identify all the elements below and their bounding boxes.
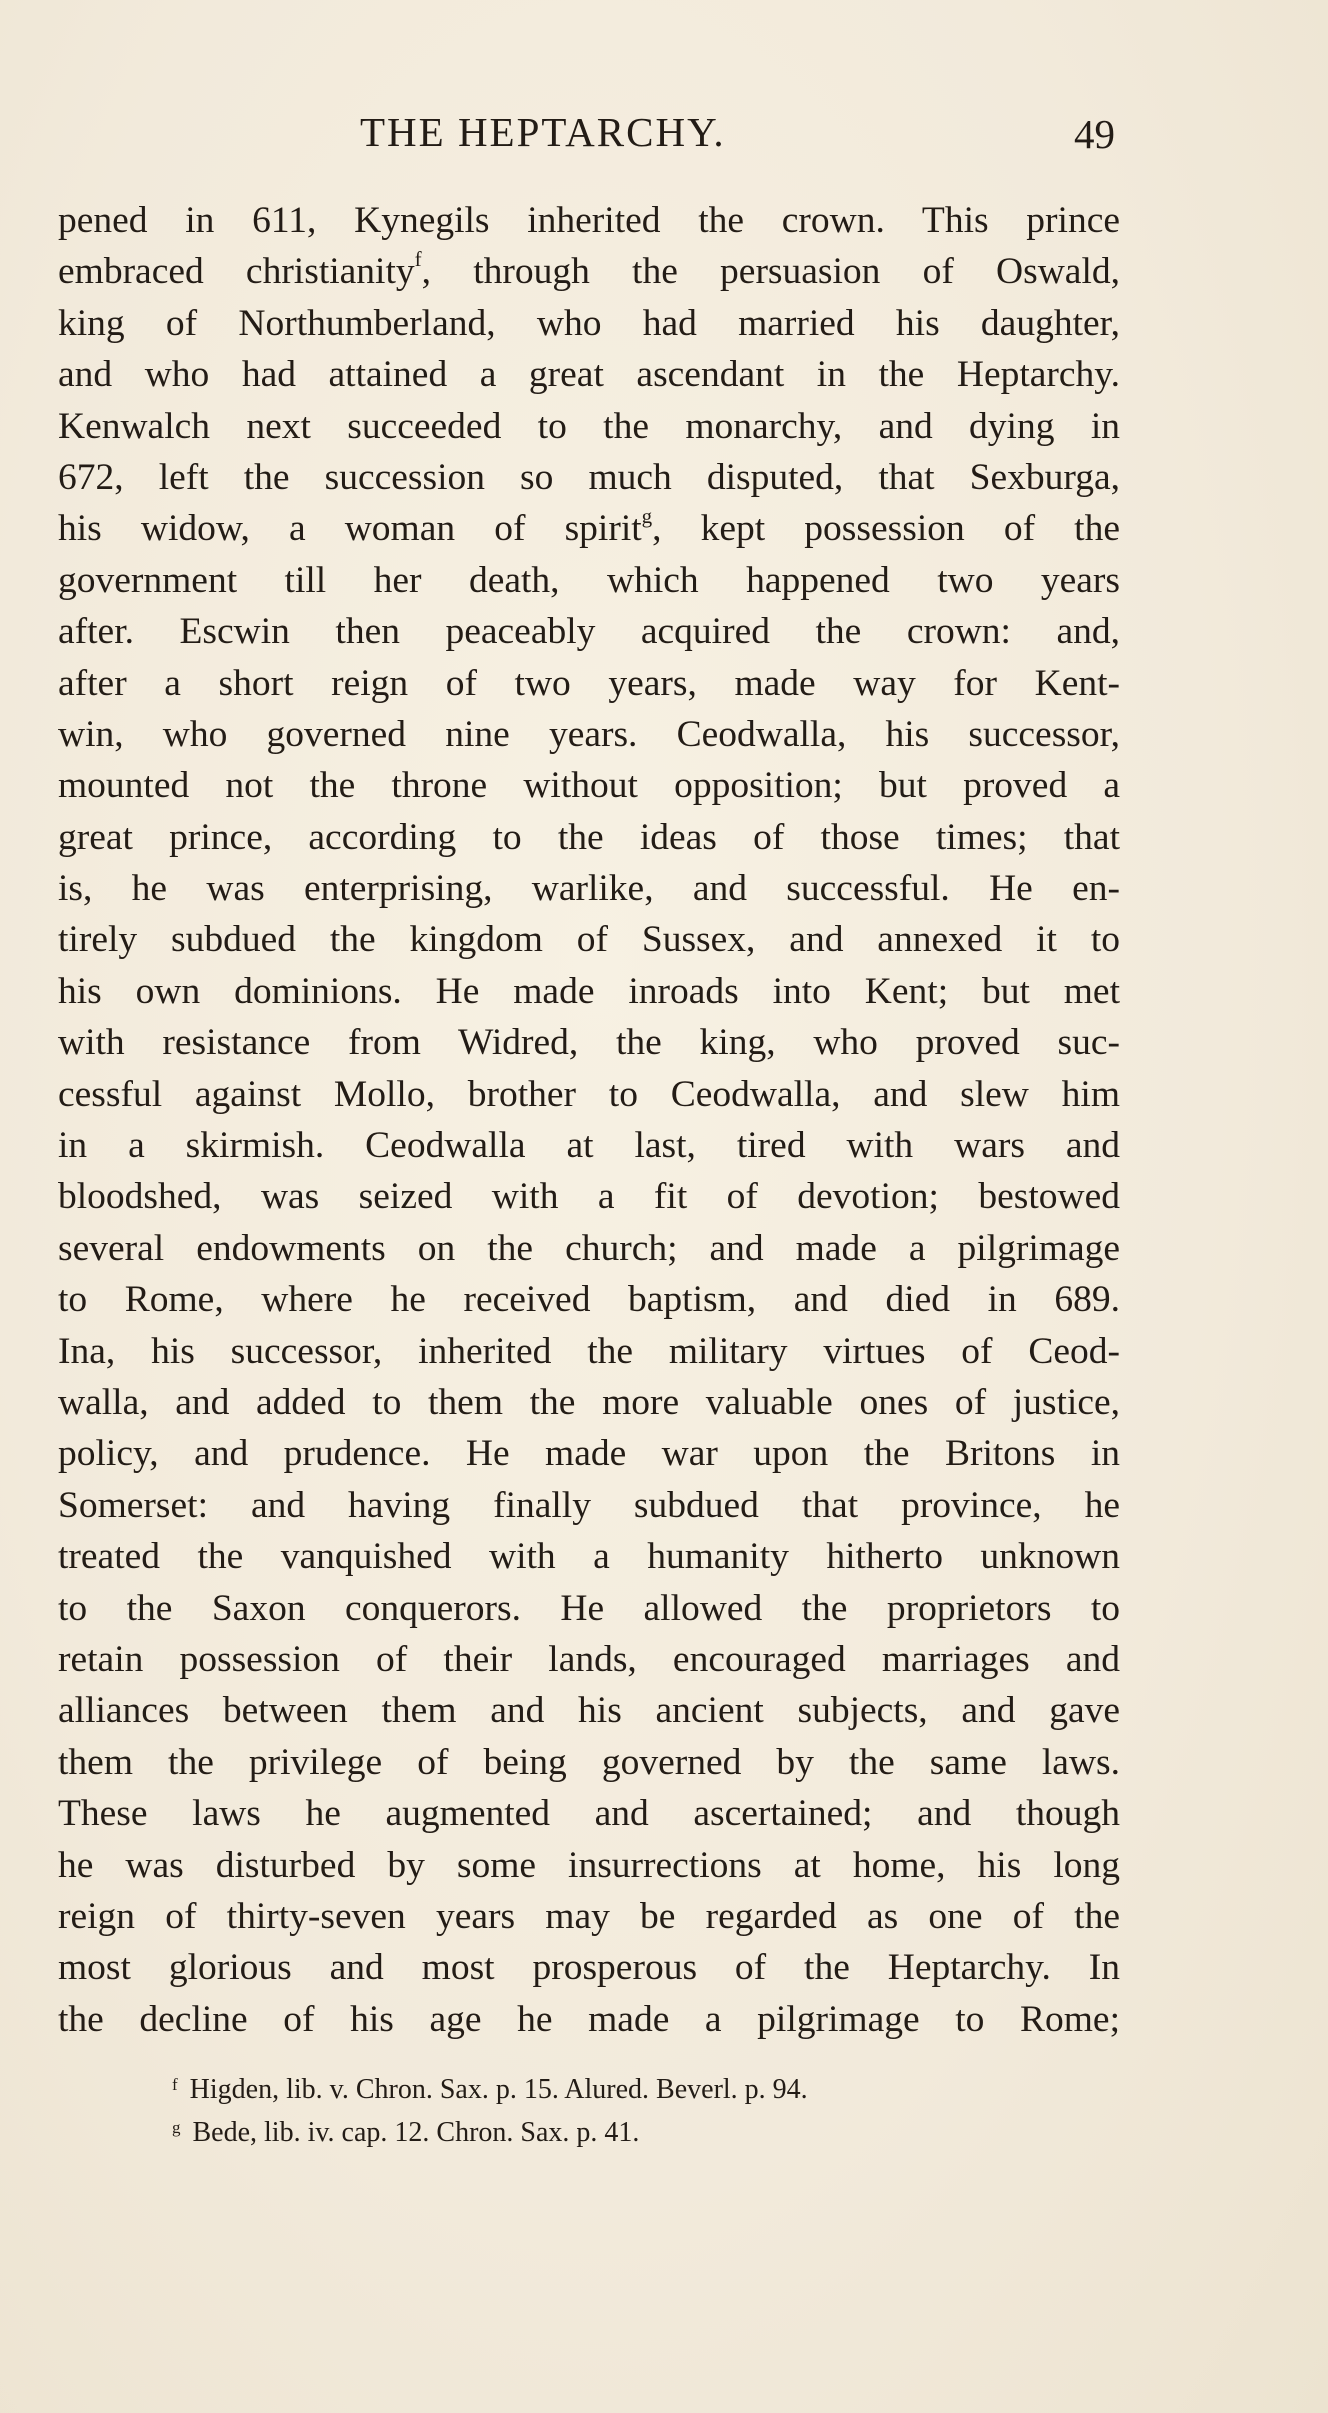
page-number: 49 — [1074, 111, 1115, 157]
text-line: alliances between them and his ancient subjects, and gave — [58, 1690, 1120, 1732]
text-line: bloodshed, was seized with a fit of devotion; bestowed — [58, 1176, 1120, 1218]
text-line: he was disturbed by some insurrections at home, his long — [58, 1844, 1120, 1886]
footnote-mark: f — [172, 2075, 178, 2094]
text-line: to Rome, where he received baptism, and died in 689. — [58, 1279, 1120, 1321]
text-line: retain possession of their lands, encouraged marriages and — [58, 1638, 1120, 1680]
text-line: to the Saxon conquerors. He allowed the proprietors to — [58, 1587, 1120, 1629]
footnote-ref-f: f — [414, 246, 422, 271]
text-line: his own dominions. He made inroads into Kent; but met — [58, 970, 1120, 1012]
text-line: cessful against Mollo, brother to Ceodwalla, and slew him — [58, 1073, 1120, 1115]
text-line: with resistance from Widred, the king, who proved suc- — [58, 1022, 1120, 1064]
footnotes — [172, 2070, 1032, 2156]
text-line: government till her death, which happened two years — [58, 559, 1120, 601]
text-line: treated the vanquished with a humanity hitherto unknown — [58, 1536, 1120, 1578]
text-line: Somerset: and having finally subdued that province, he — [58, 1484, 1120, 1526]
footnote-mark: g — [172, 2118, 181, 2137]
text-line: pened in 611, Kynegils inherited the crown. This prince — [58, 200, 1120, 241]
text-line: win, who governed nine years. Ceodwalla, his successor, — [58, 713, 1120, 755]
text-line: These laws he augmented and ascertained; and though — [58, 1793, 1120, 1835]
text-line: most glorious and most prosperous of the Heptarchy. In — [58, 1947, 1120, 1989]
text-line: embraced christianity$^f$, through the persuasion of Oswald, — [58, 246, 1120, 293]
text-line: after. Escwin then peaceably acquired the crown: and, — [58, 611, 1120, 653]
text-line: policy, and prudence. He made war upon the Britons in — [58, 1433, 1120, 1475]
text-line: Ina, his successor, inherited the military virtues of Ceod- — [58, 1330, 1120, 1372]
text-line: and who had attained a great ascendant in the Heptarchy. — [58, 354, 1120, 396]
footnote-g — [172, 2113, 1032, 2156]
text-line: great prince, according to the ideas of those times; that — [58, 816, 1120, 858]
running-title: THE HEPTARCHY. — [360, 109, 726, 155]
text-line: Kenwalch next succeeded to the monarchy, and dying in — [58, 405, 1120, 447]
text-line: after a short reign of two years, made way for Kent- — [58, 662, 1120, 704]
footnote-f — [172, 2070, 1032, 2113]
text-line: walla, and added to them the more valuable ones of justice, — [58, 1381, 1120, 1423]
text-line: mounted not the throne without opposition; but proved a — [58, 765, 1120, 807]
footnote-text: Higden, lib. v. Chron. Sax. p. 15. Alured. Beverl. p. 94. — [189, 2074, 808, 2105]
text-line: reign of thirty-seven years may be regarded as one of the — [58, 1895, 1120, 1937]
text-line: is, he was enterprising, warlike, and successful. He en- — [58, 868, 1120, 910]
body-text — [58, 195, 1120, 2045]
text-line: tirely subdued the kingdom of Sussex, and annexed it to — [58, 919, 1120, 961]
text-line: the decline of his age he made a pilgrimage to Rome; — [58, 1998, 1120, 2040]
footnote-text: Bede, lib. iv. cap. 12. Chron. Sax. p. 41. — [192, 2117, 640, 2148]
text-line: king of Northumberland, who had married his daughter, — [58, 302, 1120, 344]
text-line: his widow, a woman of spirit$^g$, kept possession of the — [58, 503, 1120, 550]
text-line: several endowments on the church; and made a pilgrimage — [58, 1227, 1120, 1269]
text-line: 672, left the succession so much disputed, that Sexburga, — [58, 456, 1120, 498]
footnote-ref-g: g — [641, 503, 653, 528]
text-line: in a skirmish. Ceodwalla at last, tired with wars and — [58, 1125, 1120, 1167]
text-line: them the privilege of being governed by the same laws. — [58, 1741, 1120, 1783]
